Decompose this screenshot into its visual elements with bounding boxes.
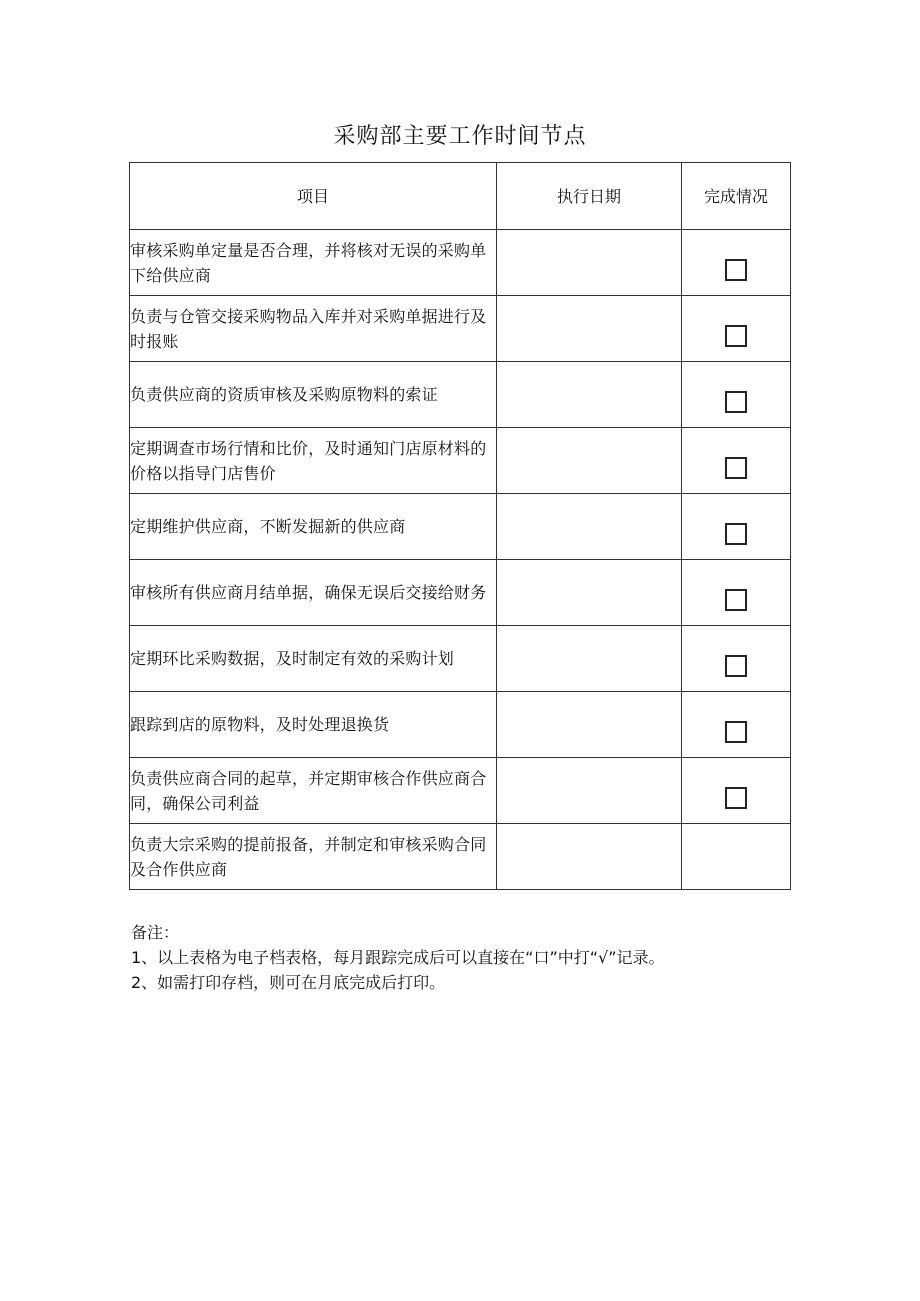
header-status: 完成情况 bbox=[682, 163, 791, 230]
header-item: 项目 bbox=[130, 163, 497, 230]
table-body bbox=[130, 230, 791, 890]
task-item-cell: 定期调查市场行情和比价，及时通知门店原材料的价格以指导门店售价 bbox=[130, 428, 497, 494]
table-row bbox=[130, 560, 791, 626]
table-row bbox=[130, 626, 791, 692]
work-schedule-table bbox=[129, 162, 791, 890]
completion-status-cell bbox=[682, 758, 791, 824]
execution-date-cell[interactable] bbox=[497, 758, 682, 824]
execution-date-cell[interactable] bbox=[497, 296, 682, 362]
task-item-cell: 跟踪到店的原物料，及时处理退换货 bbox=[130, 692, 497, 758]
completion-checkbox[interactable] bbox=[725, 259, 747, 281]
completion-checkbox[interactable] bbox=[725, 523, 747, 545]
completion-status-cell bbox=[682, 230, 791, 296]
completion-checkbox[interactable] bbox=[725, 721, 747, 743]
execution-date-cell[interactable] bbox=[497, 560, 682, 626]
task-item-cell: 审核采购单定量是否合理，并将核对无误的采购单下给供应商 bbox=[130, 230, 497, 296]
table-row bbox=[130, 824, 791, 890]
table-row bbox=[130, 494, 791, 560]
table-row bbox=[130, 362, 791, 428]
completion-status-cell bbox=[682, 428, 791, 494]
task-item-cell: 负责与仓管交接采购物品入库并对采购单据进行及时报账 bbox=[130, 296, 497, 362]
completion-status-cell bbox=[682, 362, 791, 428]
page-title: 采购部主要工作时间节点 bbox=[333, 124, 587, 149]
table-row bbox=[130, 758, 791, 824]
completion-checkbox[interactable] bbox=[725, 655, 747, 677]
task-item-cell: 负责供应商合同的起草，并定期审核合作供应商合同，确保公司利益 bbox=[130, 758, 497, 824]
task-item-cell: 定期环比采购数据，及时制定有效的采购计划 bbox=[130, 626, 497, 692]
completion-checkbox[interactable] bbox=[725, 325, 747, 347]
table-row bbox=[130, 296, 791, 362]
notes-section bbox=[131, 920, 891, 995]
notes-line-1: 1、以上表格为电子档表格，每月跟踪完成后可以直接在“口”中打“√”记录。 bbox=[131, 948, 665, 967]
table-row bbox=[130, 692, 791, 758]
task-item-cell: 定期维护供应商，不断发掘新的供应商 bbox=[130, 494, 497, 560]
table-row bbox=[130, 230, 791, 296]
execution-date-cell[interactable] bbox=[497, 230, 682, 296]
table-header-row bbox=[130, 163, 791, 230]
completion-status-cell bbox=[682, 692, 791, 758]
completion-status-cell bbox=[682, 296, 791, 362]
task-item-cell: 负责供应商的资质审核及采购原物料的索证 bbox=[130, 362, 497, 428]
execution-date-cell[interactable] bbox=[497, 428, 682, 494]
completion-status-cell bbox=[682, 824, 791, 890]
completion-checkbox[interactable] bbox=[725, 457, 747, 479]
execution-date-cell[interactable] bbox=[497, 494, 682, 560]
execution-date-cell[interactable] bbox=[497, 626, 682, 692]
table-row bbox=[130, 428, 791, 494]
notes-heading: 备注： bbox=[131, 923, 180, 942]
completion-status-cell bbox=[682, 560, 791, 626]
header-date: 执行日期 bbox=[497, 163, 682, 230]
completion-checkbox[interactable] bbox=[725, 391, 747, 413]
completion-status-cell bbox=[682, 626, 791, 692]
task-item-cell: 审核所有供应商月结单据，确保无误后交接给财务 bbox=[130, 560, 497, 626]
completion-status-cell bbox=[682, 494, 791, 560]
execution-date-cell[interactable] bbox=[497, 692, 682, 758]
task-item-cell: 负责大宗采购的提前报备，并制定和审核采购合同及合作供应商 bbox=[130, 824, 497, 890]
completion-checkbox[interactable] bbox=[725, 589, 747, 611]
execution-date-cell[interactable] bbox=[497, 824, 682, 890]
completion-checkbox[interactable] bbox=[725, 787, 747, 809]
notes-line-2: 2、如需打印存档，则可在月底完成后打印。 bbox=[131, 973, 446, 992]
execution-date-cell[interactable] bbox=[497, 362, 682, 428]
